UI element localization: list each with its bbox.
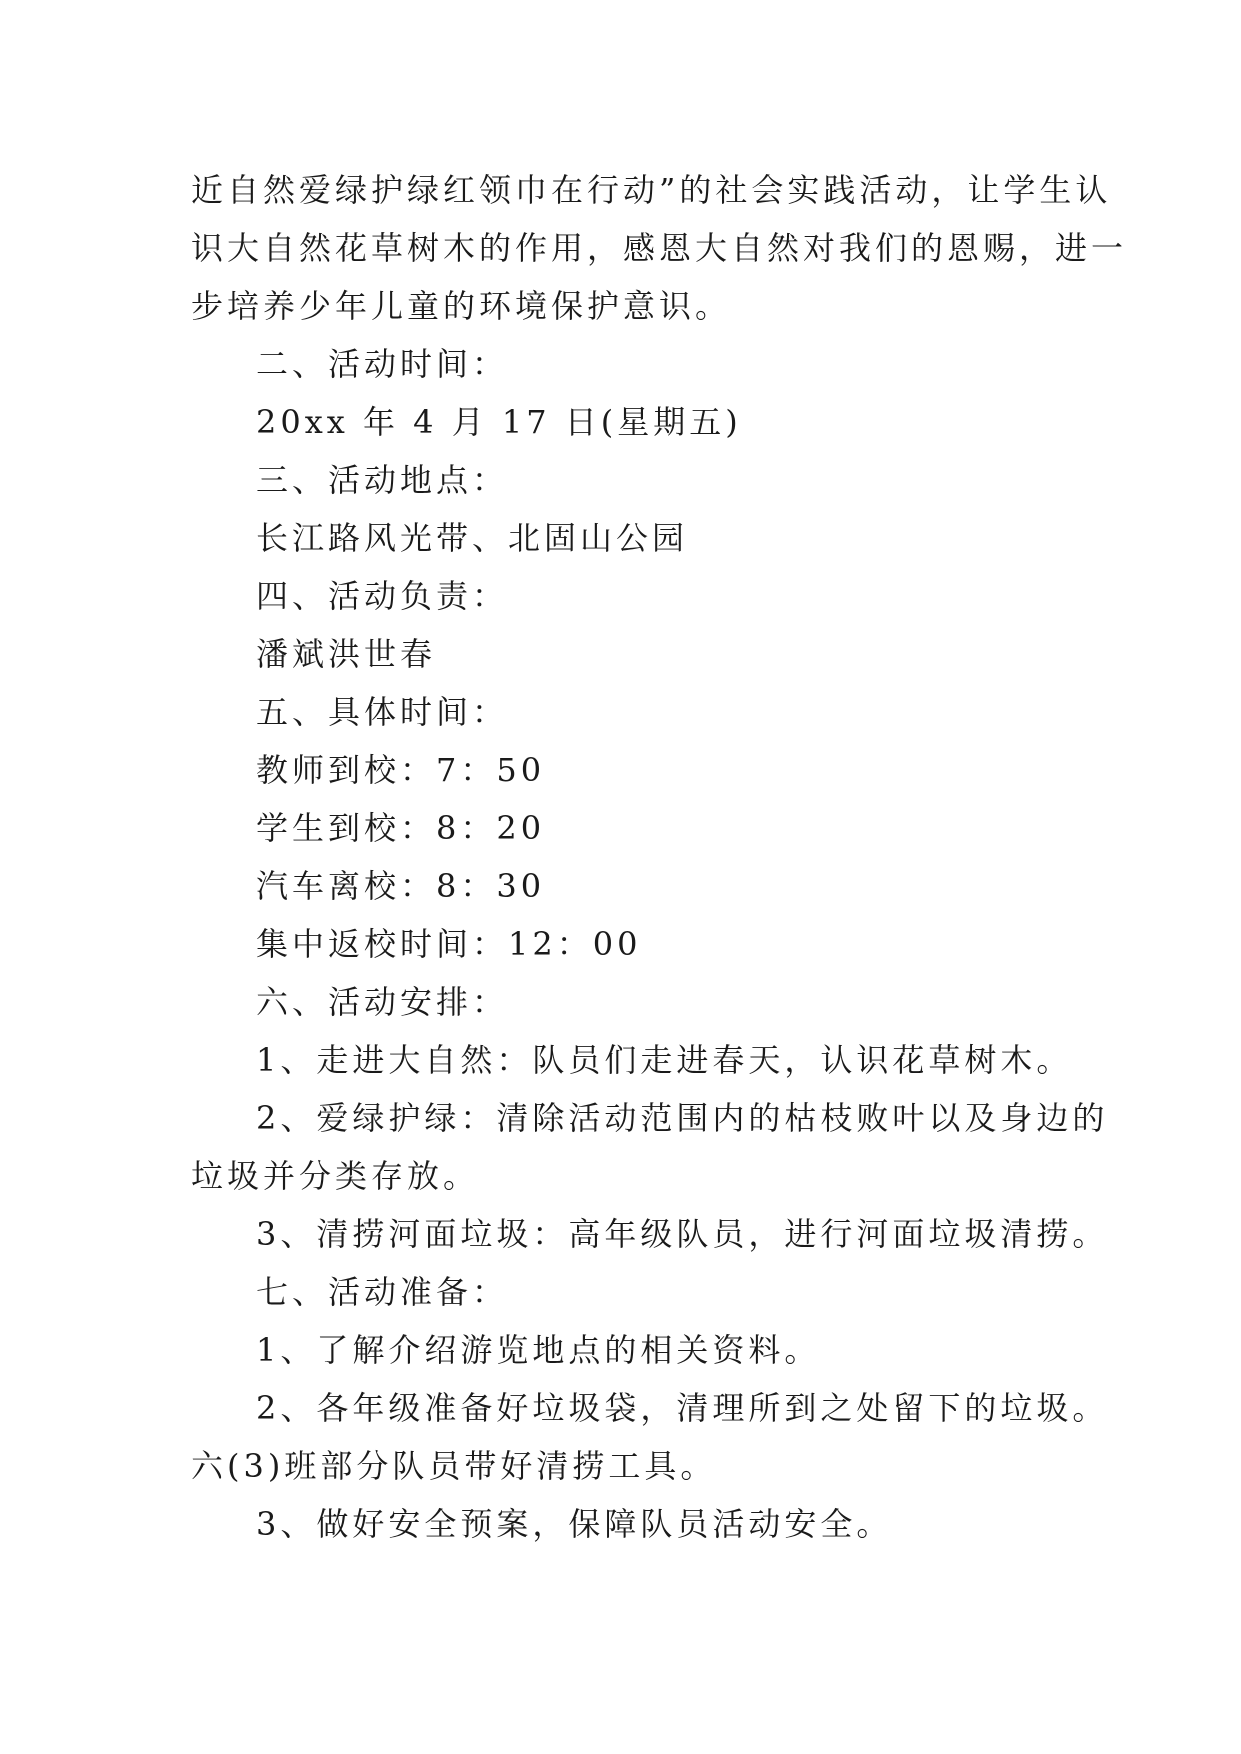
- responsible-persons: 潘斌洪世春: [256, 635, 437, 673]
- section-heading-time: 二、活动时间：: [256, 345, 509, 383]
- activity-date: 20xx 年 4 月 17 日(星期五): [256, 403, 742, 441]
- schedule-item: 集中返校时间：12：00: [256, 925, 642, 963]
- section-heading-preparation: 七、活动准备：: [256, 1273, 509, 1311]
- arrangement-item: 3、清捞河面垃圾：高年级队员，进行河面垃圾清捞。: [256, 1215, 1109, 1253]
- schedule-item: 汽车离校：8：30: [256, 867, 546, 905]
- arrangement-item: 1、走进大自然：队员们走进春天，认识花草树木。: [256, 1041, 1073, 1079]
- document-body: [191, 161, 1128, 1553]
- section-heading-responsible: 四、活动负责：: [256, 577, 509, 615]
- activity-location: 长江路风光带、北固山公园: [256, 519, 689, 557]
- paragraph-line: 步培养少年儿童的环境保护意识。: [191, 287, 732, 325]
- preparation-item: 1、了解介绍游览地点的相关资料。: [256, 1331, 821, 1369]
- section-heading-schedule: 五、具体时间：: [256, 693, 509, 731]
- schedule-item: 学生到校：8：20: [256, 809, 546, 847]
- preparation-item: 2、各年级准备好垃圾袋，清理所到之处留下的垃圾。: [256, 1389, 1109, 1427]
- schedule-item: 教师到校：7：50: [256, 751, 546, 789]
- paragraph-line: 近自然爱绿护绿红领巾在行动”的社会实践活动，让学生认: [191, 171, 1112, 209]
- arrangement-item: 2、爱绿护绿：清除活动范围内的枯枝败叶以及身边的: [256, 1099, 1109, 1137]
- preparation-item: 3、做好安全预案，保障队员活动安全。: [256, 1505, 893, 1543]
- preparation-item-continued: 六(3)班部分队员带好清捞工具。: [191, 1447, 717, 1485]
- section-heading-arrangement: 六、活动安排：: [256, 983, 509, 1021]
- paragraph-line: 识大自然花草树木的作用，感恩大自然对我们的恩赐，进一: [191, 229, 1128, 267]
- arrangement-item-continued: 垃圾并分类存放。: [191, 1157, 480, 1195]
- section-heading-location: 三、活动地点：: [256, 461, 509, 499]
